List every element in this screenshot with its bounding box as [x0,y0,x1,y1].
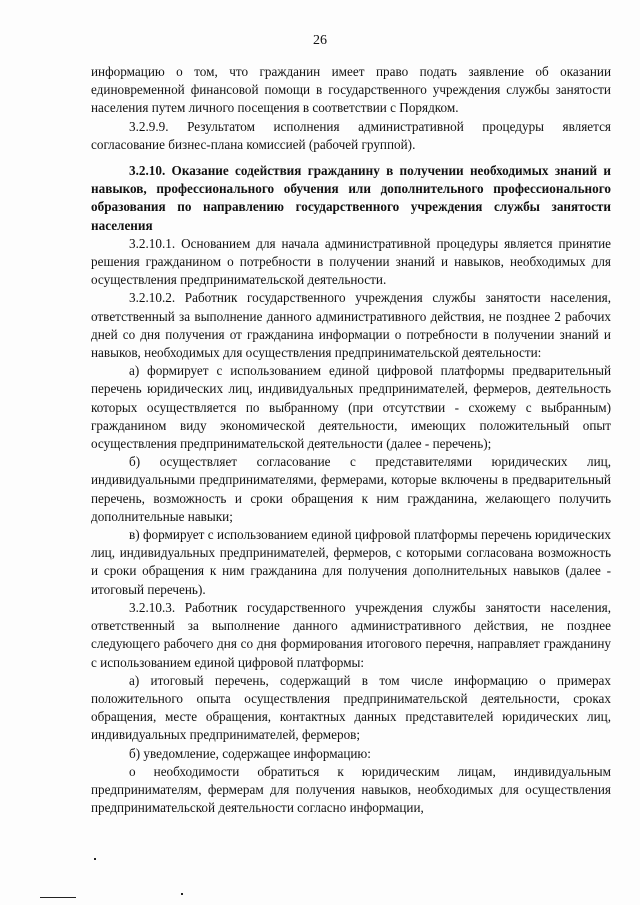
scan-artifact [40,897,76,898]
list-item-b-coordination: б) осуществляет согласование с представителями юридических лиц, индивидуальными предпринимателями, фермерами, которые включены в предварительный перечень, возможность и сроки обращения к ним гражданина, желающего получить дополнительные навыки; [91,454,611,524]
section-heading-3-2-10: 3.2.10. Оказание содействия гражданину в получении необходимых знаний и навыков, профессионального обучения или дополнительного профессионального образования по направлению государственного учреждения службы занятости населения [91,163,611,233]
list-item-a-final-list: а) итоговый перечень, содержащий в том числе информацию о примерах положительного опыта осуществления предпринимательской деятельности, сроках обращения, месте обращения, контактных данных представителей юридических лиц, индивидуальных предпринимателей, фермеров; [91,672,611,743]
paragraph-3-2-10-2: 3.2.10.2. Работник государственного учреждения службы занятости населения, ответственный за выполнение данного административного действия, не позднее 2 рабочих дней со дня получения от гражданина информации о потребности в получении знаний и навыков, необходимых для осуществления предпринимательской деятельности: [91,290,611,361]
scan-artifact [94,858,96,860]
list-item-b-notification: б) уведомление, содержащее информацию: [129,745,371,761]
paragraph-3-2-10-3: 3.2.10.3. Работник государственного учреждения службы занятости населения, ответственный за выполнение данного административного действия, не позднее следующего рабочего дня со дня формирования итогового перечня, направляет гражданину с использованием единой цифровой платформы: [91,599,611,670]
paragraph-3-2-10-1: 3.2.10.1. Основанием для начала административной процедуры является принятие решения гражданином о потребности в получении знаний и навыков, необходимых для осуществления предпринимательской деятельности. [91,235,611,288]
list-item-a-forms-preliminary-list: а) формирует с использованием единой цифровой платформы предварительный перечень юридических лиц, индивидуальных предпринимателей, фермеров, деятельность которых осуществляется по выбранному (при отсутствии - схожему с выбранным) гражданином виду экономической деятельности, имеющих положительный опыт осуществления предпринимательской деятельности (далее - перечень); [91,363,611,452]
document-body [91,63,611,817]
paragraph-necessity: о необходимости обратиться к юридическим лицам, индивидуальным предпринимателям, фермерам для получения навыков, необходимых для осуществления предпринимательской деятельности согласно информации, [91,763,611,816]
paragraph-continuation: информацию о том, что гражданин имеет право подать заявление об оказании единовременной финансовой помощи в государственного учреждения службы занятости населения путем личного посещения в соответствии с Порядком. [91,64,611,116]
page-number: 26 [313,33,327,48]
scan-artifact [181,893,183,895]
paragraph-3-2-9-9: 3.2.9.9. Результатом исполнения административной процедуры является согласование бизнес-плана комиссией (рабочей группой). [91,118,611,152]
list-item-v-final-list: в) формирует с использованием единой цифровой платформы перечень юридических лиц, индивидуальных предпринимателей, фермеров, с которыми согласована возможность и сроки обращения к ним гражданина для получения дополнительных навыков (далее - итоговый перечень). [91,527,611,597]
